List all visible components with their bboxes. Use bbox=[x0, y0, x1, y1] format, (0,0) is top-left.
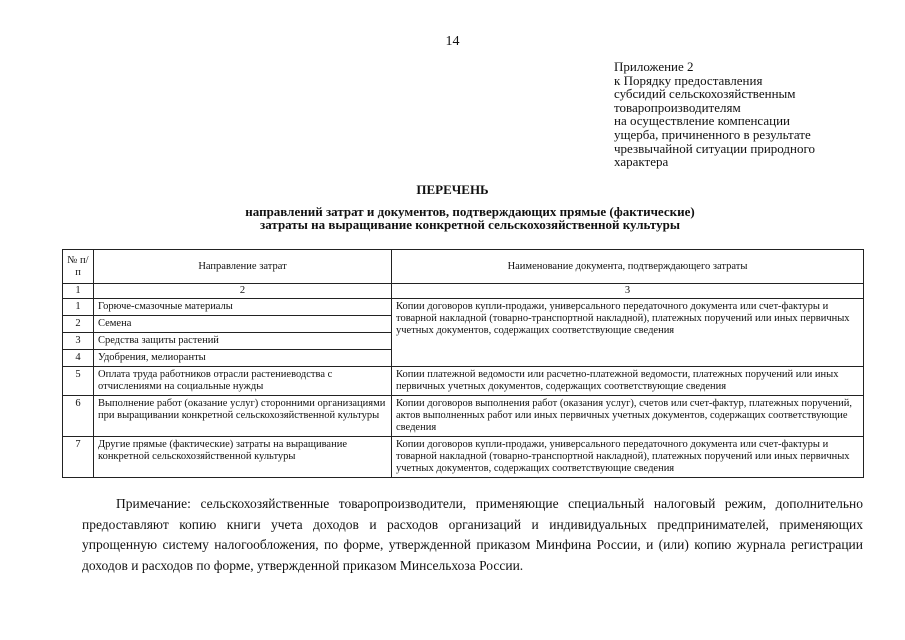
header-direction: Направление затрат bbox=[94, 250, 392, 284]
row-document: Копии договоров купли-продажи, универсального передаточного документа или счет-фактуры и товарной накладной (товарно-транспортной накладной), платежных поручений или иных первичных учетных документов, содержащих соответствующие сведения bbox=[392, 437, 864, 478]
row-number: 3 bbox=[63, 333, 94, 350]
appendix-line: характера bbox=[614, 154, 669, 170]
row-document: Копии договоров выполнения работ (оказания услуг), счетов или счет-фактур, платежных поручений, актов выполненных работ или иных первичных учетных документов, содержащих соответствующие сведения bbox=[392, 396, 864, 437]
row-direction: Оплата труда работников отрасли растениеводства с отчислениями на социальные нужды bbox=[94, 367, 392, 396]
table-header-row bbox=[63, 250, 864, 284]
appendix-line: ущерба, причиненного в результате bbox=[614, 126, 811, 142]
table-row bbox=[63, 299, 864, 316]
appendix-line: на осуществление компенсации bbox=[614, 113, 791, 129]
index-cell: 1 bbox=[63, 284, 94, 299]
index-cell: 2 bbox=[94, 284, 392, 299]
row-direction: Семена bbox=[94, 316, 392, 333]
note-text: Примечание: сельскохозяйственные товаропроизводители, применяющие специальный налоговый режим, дополнительно предоставляют копию книги учета доходов и расходов организаций и индивидуальных предпринимателей, применяющих упрощенную систему налогообложения, по форме, утвержденной приказом Минфина России, и (или) копию журнала регистрации доходов и расходов по форме, утвержденной приказом Минсельхоза России. bbox=[82, 496, 863, 573]
appendix-header bbox=[614, 60, 874, 169]
row-document: Копии договоров купли-продажи, универсального передаточного документа или счет-фактуры и товарной накладной (товарно-транспортной накладной), платежных поручений или иных первичных учетных документов, содержащих соответствующие сведения bbox=[392, 299, 864, 367]
row-document: Копии платежной ведомости или расчетно-платежной ведомости, платежных поручений или иных первичных учетных документов, содержащих соответствующие сведения bbox=[392, 367, 864, 396]
index-cell: 3 bbox=[392, 284, 864, 299]
document-title: ПЕРЕЧЕНЬ bbox=[416, 182, 489, 197]
note-paragraph bbox=[82, 494, 863, 576]
table-row bbox=[63, 367, 864, 396]
row-number: 4 bbox=[63, 350, 94, 367]
row-direction: Удобрения, мелиоранты bbox=[94, 350, 392, 367]
row-direction: Выполнение работ (оказание услуг) сторонними организациями при выращивании конкретной сельскохозяйственной культуры bbox=[94, 396, 392, 437]
subtitle-line: затраты на выращивание конкретной сельскохозяйственной культуры bbox=[260, 217, 680, 232]
row-direction: Другие прямые (фактические) затраты на выращивание конкретной сельскохозяйственной культуры bbox=[94, 437, 392, 478]
row-direction: Средства защиты растений bbox=[94, 333, 392, 350]
appendix-line: субсидий сельскохозяйственным bbox=[614, 86, 796, 102]
appendix-line: товаропроизводителям bbox=[614, 99, 741, 115]
row-number: 6 bbox=[63, 396, 94, 437]
table-row bbox=[63, 396, 864, 437]
row-number: 2 bbox=[63, 316, 94, 333]
table-index-row bbox=[63, 284, 864, 299]
page-number: 14 bbox=[445, 34, 460, 49]
header-num: № п/п bbox=[63, 250, 94, 284]
table-row bbox=[63, 437, 864, 478]
appendix-line: Приложение 2 bbox=[614, 59, 694, 74]
row-direction: Горюче-смазочные материалы bbox=[94, 299, 392, 316]
appendix-line: к Порядку предоставления bbox=[614, 72, 763, 88]
row-number: 7 bbox=[63, 437, 94, 478]
header-document: Наименование документа, подтверждающего затраты bbox=[392, 250, 864, 284]
document-subtitle bbox=[150, 205, 790, 231]
row-number: 5 bbox=[63, 367, 94, 396]
costs-table bbox=[62, 249, 864, 478]
appendix-line: чрезвычайной ситуации природного bbox=[614, 140, 815, 156]
row-number: 1 bbox=[63, 299, 94, 316]
subtitle-line: направлений затрат и документов, подтверждающих прямые (фактические) bbox=[245, 204, 695, 219]
